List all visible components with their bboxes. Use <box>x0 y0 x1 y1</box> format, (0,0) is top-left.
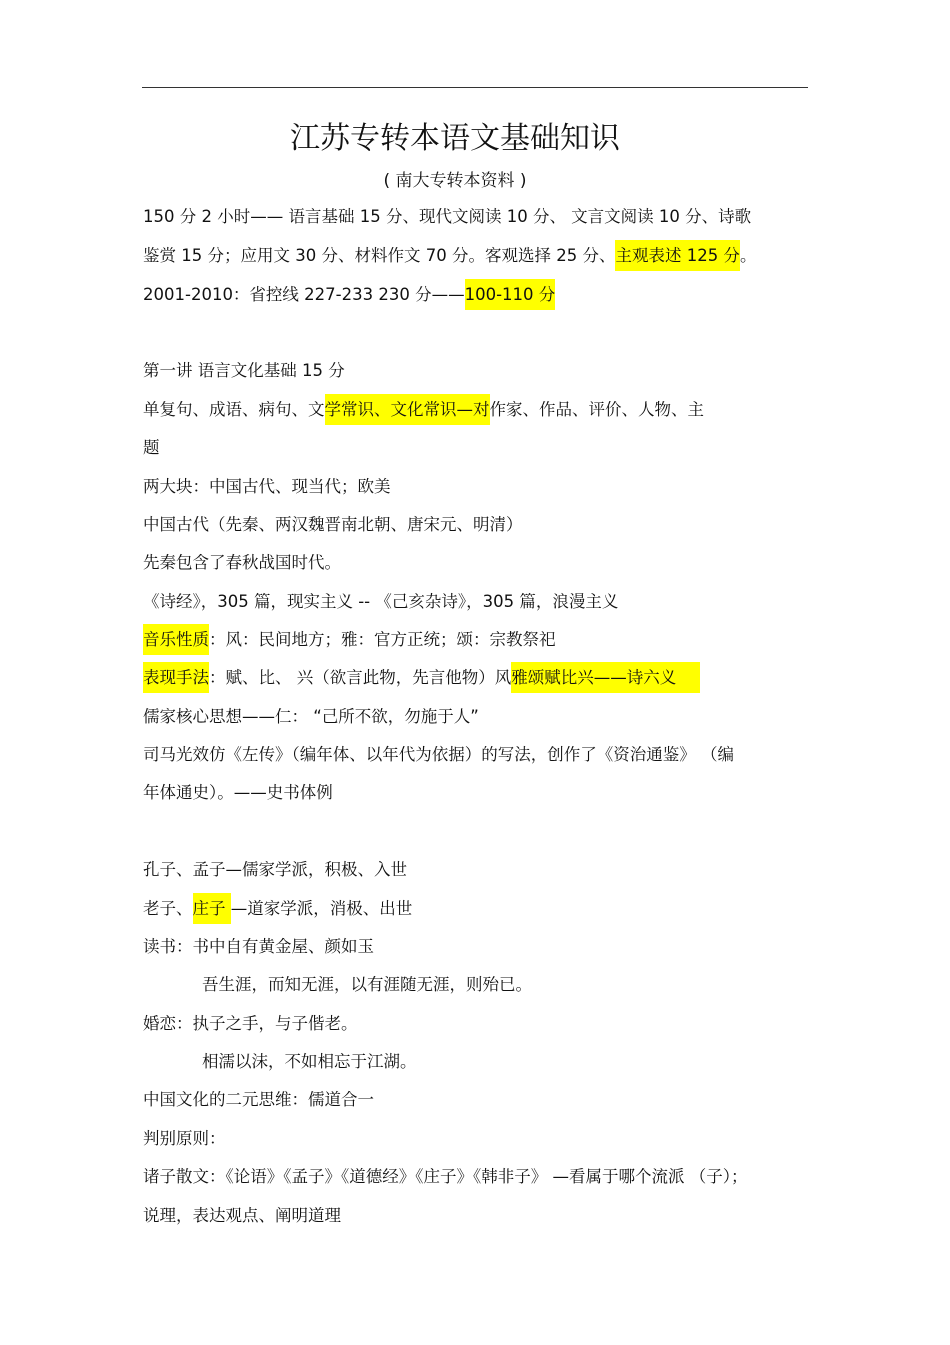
paragraph-line: 孔子、孟子—儒家学派，积极、入世 <box>143 860 407 879</box>
paragraph-line <box>143 399 704 421</box>
paragraph-line: 相濡以沫，不如相忘于江湖。 <box>202 1052 417 1071</box>
page-title: 江苏专转本语文基础知识 <box>290 121 620 156</box>
highlight: 100-110 分 <box>465 279 556 310</box>
highlight: 表现手法 <box>143 662 209 693</box>
lecture-heading: 第一讲 语言文化基础 15 分 <box>143 361 345 380</box>
paragraph-line: 中国古代（先秦、两汉魏晋南北朝、唐宋元、明清） <box>143 515 523 534</box>
paragraph-line <box>143 629 556 651</box>
text: 老子、 <box>143 899 193 918</box>
paragraph-line <box>143 898 412 920</box>
paragraph-line: 《诗经》，305 篇，现实主义 -- 《己亥杂诗》，305 篇，浪漫主义 <box>143 592 619 611</box>
intro-line-3 <box>143 284 555 306</box>
paragraph-line: 判别原则： <box>143 1129 226 1148</box>
highlight: 雅颂赋比兴——诗六义 <box>511 662 700 693</box>
highlight: 主观表述 125 分 <box>615 240 739 271</box>
paragraph-line: 年体通史）。——史书体例 <box>143 783 333 802</box>
paragraph-line: 司马光效仿《左传》（编年体、以年代为依据）的写法，创作了《资治通鉴》 （编 <box>143 745 734 764</box>
paragraph-line: 两大块：中国古代、现当代；欧美 <box>143 477 391 496</box>
intro-line-1: 150 分 2 小时—— 语言基础 15 分、现代文阅读 10 分、 文言文阅读 10 分、诗歌 <box>143 207 752 226</box>
paragraph-line: 读书：书中自有黄金屋、颜如玉 <box>143 937 374 956</box>
intro-text: 2001-2010：省控线 227-233 230 分—— <box>143 285 465 304</box>
paragraph-line: 儒家核心思想——仁： “己所不欲，勿施于人” <box>143 707 479 726</box>
page-subtitle: ( 南大专转本资料 ) <box>383 171 527 191</box>
paragraph-line: 说理，表达观点、阐明道理 <box>143 1206 341 1225</box>
paragraph-line: 婚恋：执子之手，与子偕老。 <box>143 1014 358 1033</box>
paragraph-line: 先秦包含了春秋战国时代。 <box>143 553 341 572</box>
paragraph-line <box>143 667 700 689</box>
highlight: 音乐性质 <box>143 624 209 655</box>
intro-text: 鉴赏 15 分；应用文 30 分、材料作文 70 分。客观选择 25 分、 <box>143 246 616 265</box>
paragraph-line: 诸子散文：《论语》《孟子》《道德经》《庄子》《韩非子》 —看属于哪个流派 （子）； <box>143 1167 748 1186</box>
paragraph-line: 吾生涯，而知无涯，以有涯随无涯，则殆已。 <box>202 975 532 994</box>
highlight: 学常识、文化常识—对 <box>325 394 490 425</box>
text: 作家、作品、评价、人物、主 <box>489 400 704 419</box>
text: —道家学派，消极、出世 <box>230 899 413 918</box>
intro-line-2 <box>143 245 756 267</box>
highlight: 庄子 <box>193 893 231 924</box>
text: 单复句、成语、病句、文 <box>143 400 325 419</box>
paragraph-line: 中国文化的二元思维：儒道合一 <box>143 1090 374 1109</box>
paragraph-line: 题 <box>143 438 160 457</box>
text: ：赋、比、 兴（欲言此物，先言他物）风 <box>209 668 512 687</box>
text: ：风：民间地方；雅：官方正统；颂：宗教祭祀 <box>209 630 556 649</box>
top-rule <box>142 87 808 88</box>
intro-text: 。 <box>739 246 757 265</box>
